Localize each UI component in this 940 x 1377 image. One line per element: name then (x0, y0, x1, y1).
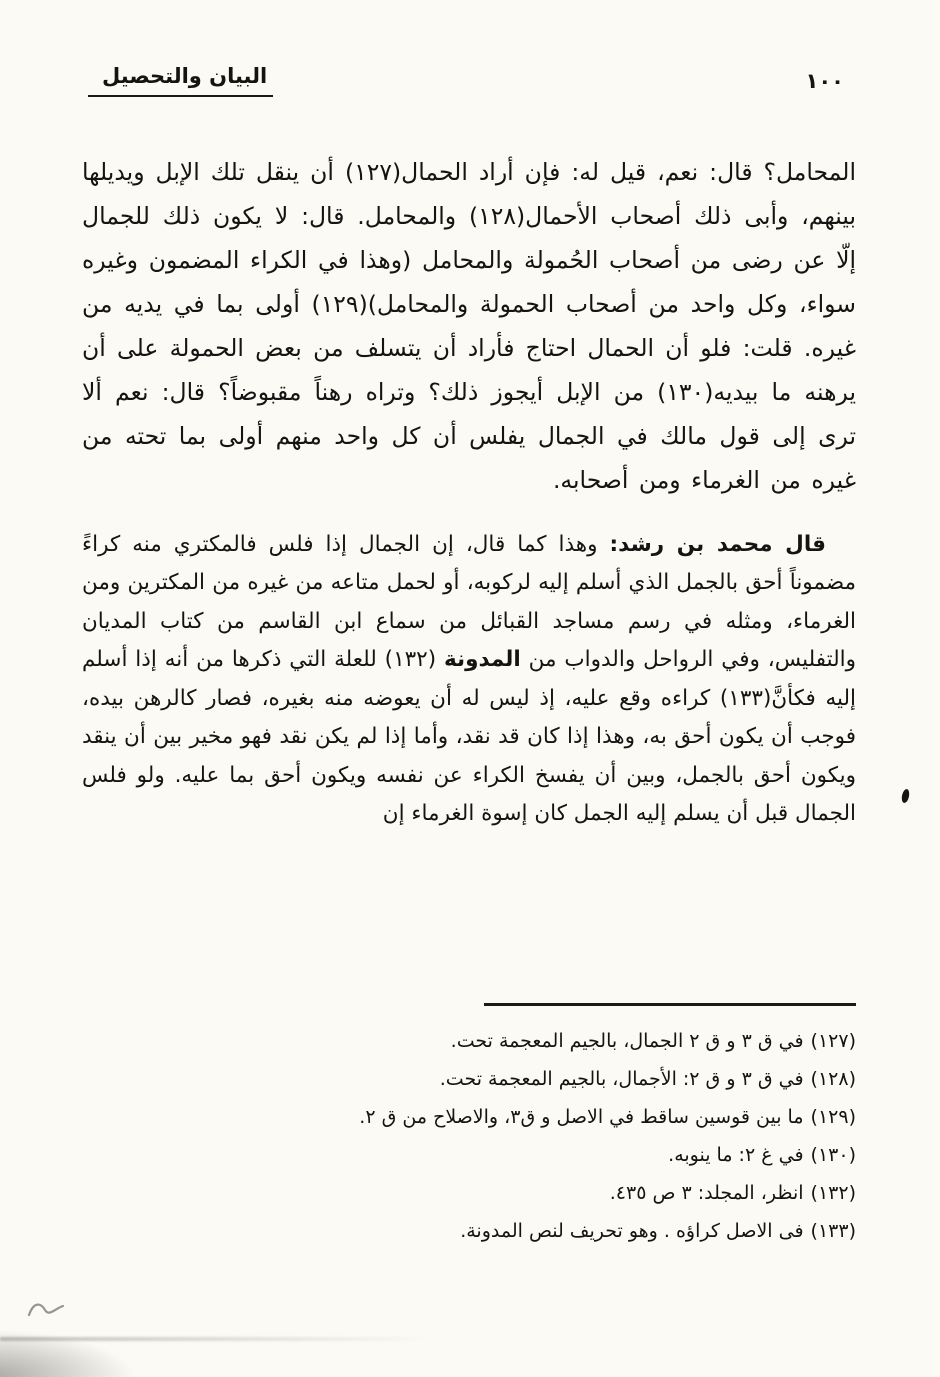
footnote-text: في ق ٣ و ق ٢ الجمال، بالجيم المعجمة تحت. (450, 1029, 804, 1052)
footnote-text: في ق ٣ و ق ٢: الأجمال، بالجيم المعجمة تحت. (439, 1067, 804, 1090)
commentary-lead: قال محمد بن رشد: (609, 531, 826, 557)
footnote-text: ما بين قوسين ساقط في الاصل و ق٣، والاصلاح من ق ٢. (359, 1105, 804, 1128)
footnote-text: في غ ٢: ما ينوبه. (668, 1143, 804, 1166)
book-title: البيان والتحصيل (88, 64, 273, 97)
commentary-text-a: وهذا كما قال، إن الجمال إذا فلس فالمكتري منه كراءً مضموناً أحق بالجمل الذي أسلم إليه لركوبه، أو لحمل متاعه من غيره من المكترين ومن الغرماء، ومثله في رسم مساجد القبائل من سماع ابن القاسم من كتاب المديان والتفليس، وفي الرواحل والدواب من (82, 531, 856, 672)
footnote-item (82, 1022, 856, 1060)
pen-mark-artifact (26, 1297, 66, 1327)
footnote-number: (١٣٢) (810, 1181, 856, 1204)
footnote-number: (١٢٧) (810, 1029, 856, 1052)
paragraph-commentary (82, 526, 856, 834)
footnote-list (82, 1022, 856, 1250)
ink-blot-artifact (901, 788, 911, 803)
page-number: ١٠٠ (805, 69, 844, 93)
footnote-item (82, 1136, 856, 1174)
commentary-highlight-mudawwana: المدونة (444, 647, 521, 672)
paragraph-matn: المحامل؟ قال: نعم، قيل له: فإن أراد الحمال(١٢٧) أن ينقل تلك الإبل ويديلها بينهم، وأبى ذلك أصحاب الأحمال(١٢٨) والمحامل. قال: لا يكون ذلك للجمال إلّا عن رضى من أصحاب الحُمولة والمحامل (وهذا في الكراء المضمون وغيره سواء، وكل واحد من أصحاب الحمولة والمحامل)(١٢٩) أولى بما في يديه من غيره. قلت: فلو أن الحمال احتاج فأراد أن يتسلف من بعض الحمولة على أن يرهنه ما بيديه(١٣٠) من الإبل أيجوز ذلك؟ وتراه رهناً مقبوضاً؟ قال: نعم ألا ترى إلى قول مالك في الجمال يفلس أن كل واحد منهم أولى بما تحته من غيره من الغرماء ومن أصحابه. (82, 157, 856, 494)
footnote-text: فى الاصل كراؤه . وهو تحريف لنص المدونة. (460, 1219, 804, 1242)
corner-shade-artifact (0, 1329, 136, 1377)
footnotes-section (82, 1003, 856, 1250)
footnote-number: (١٣٠) (810, 1143, 856, 1166)
footnote-separator (484, 1003, 856, 1006)
footnote-number: (١٢٩) (810, 1105, 856, 1128)
footnote-item (82, 1098, 856, 1136)
main-text (82, 126, 856, 855)
footnote-text: انظر، المجلد: ٣ ص ٤٣٥. (609, 1181, 804, 1204)
page-header (88, 64, 844, 97)
footnote-item (82, 1060, 856, 1098)
footnote-number: (١٢٨) (810, 1067, 856, 1090)
footnote-number: (١٣٣) (810, 1219, 856, 1242)
footnote-item (82, 1212, 856, 1250)
commentary-text-b: (١٣٢) للعلة التي ذكرها من أنه إذا أسلم إليه فكأنَّ(١٣٣) كراءه وقع عليه، إذ ليس له أن يعوضه منه بغيره، فصار كالرهن بيده، فوجب أن يكون أحق به، وهذا إذا كان قد نقد، وأما إذا لم يكن نقد فهو مخير بين أن ينقد ويكون أحق بالجمل، وبين أن يفسخ الكراء عن نفسه ويكون أحق بما عليه. ولو فلس الجمال قبل أن يسلم إليه الجمل كان إسوة الغرماء إن (82, 647, 856, 826)
footnote-item (82, 1174, 856, 1212)
